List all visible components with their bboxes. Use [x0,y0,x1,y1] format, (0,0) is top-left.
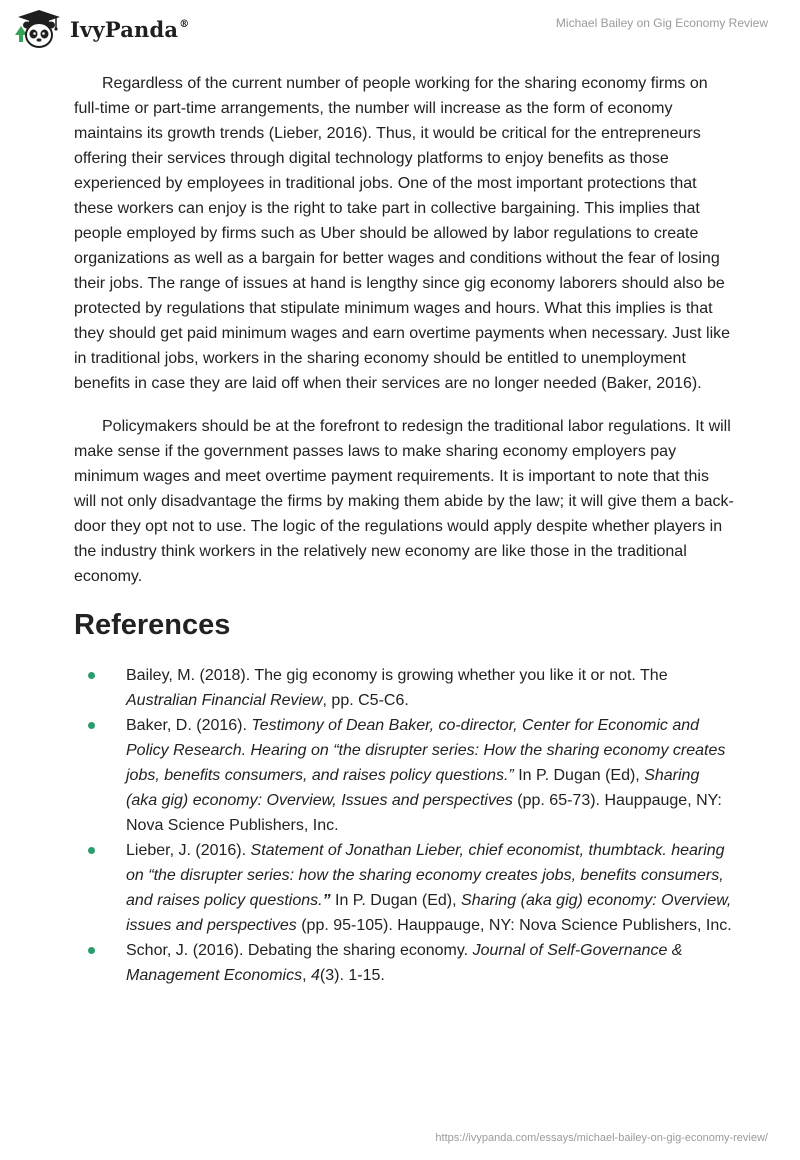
body-paragraph-1: Regardless of the current number of people working for the sharing economy firms on full-time or part-time arrangements, the number will increase as the form of economy maintains its growth trends (Lieber, 2016). Thus, it would be critical for the entrepreneurs offering their services through digital technology platforms to enjoy benefits as those experienced by employees in traditional jobs. One of the most important protections that these workers can enjoy is the right to take part in collective bargaining. This implies that people employed by firms such as Uber should be allowed by labor regulations to create organizations as well as a bargain for better wages and conditions without the fear of losing their jobs. The range of issues at hand is lengthy since gig economy laborers should also be protected by regulations that stipulate minimum wages and hours. What this implies is that they should get paid minimum wages and earn overtime payments when necessary. Just like in traditional jobs, workers in the sharing economy should be entitled to unemployment benefits in case they are laid off when their services are no longer needed (Baker, 2016). [74,75,731,392]
ivypanda-logo[interactable] [14,8,189,50]
reference-title: Statement of Jonathan Lieber, chief economist, thumbtack. hearing on “the disrupter series: how the sharing economy creates jobs, benefits consumers, and raises policy questions. [126,842,725,909]
reference-text: Bailey, M. (2018). The gig economy is growing whether you like it or not. The [126,667,668,684]
bullet-icon [88,847,95,854]
source-url[interactable]: https://ivypanda.com/essays/michael-bailey-on-gig-economy-review/ [435,1132,768,1144]
reference-text: In P. Dugan (Ed), [513,767,645,784]
reference-item-lieber [74,838,734,938]
reference-text: In P. Dugan (Ed), [330,892,462,909]
reference-text: (pp. 65-73). Hauppauge, NY: Nova Science Publishers, Inc. [126,792,722,834]
reference-source: Sharing (aka gig) economy: Overview, issues and perspectives [126,892,732,934]
reference-text: Baker, D. (2016). [126,717,252,734]
reference-source: Journal of Self-Governance & Management Economics [126,942,683,984]
references-heading: References [74,609,231,641]
reference-text: , [302,967,311,984]
reference-title: Testimony of Dean Baker, co-director, Center for Economic and Policy Research. Hearing on “the disrupter series: How the sharing economy creates jobs, benefits consumers, and raises policy questions.” [126,717,726,784]
reference-text: , pp. C5-C6. [322,692,409,709]
page-header [0,0,800,56]
registered-mark: ® [179,18,190,30]
reference-source: Sharing (aka gig) economy: Overview, Issues and perspectives [126,767,700,809]
reference-item-schor [74,938,734,988]
document-title: Michael Bailey on Gig Economy Review [555,16,768,30]
panda-graduate-icon [14,8,64,50]
bullet-icon [88,722,95,729]
reference-text: (pp. 95-105). Hauppauge, NY: Nova Science Publishers, Inc. [296,917,732,934]
reference-text: Schor, J. (2016). Debating the sharing economy. [126,942,473,959]
bullet-icon [88,672,95,679]
reference-volume: 4 [310,967,320,984]
reference-text: Lieber, J. (2016). [126,842,251,859]
logo-wordmark [70,17,189,42]
reference-text: (3). 1-15. [319,967,385,984]
essay-content [74,71,734,988]
reference-item-baker [74,713,734,838]
reference-source: Australian Financial Review [126,692,323,709]
reference-quote-mark: ” [322,892,331,909]
references-list [74,663,734,988]
reference-item-bailey [74,663,734,713]
bullet-icon [88,947,95,954]
body-paragraph-2: Policymakers should be at the forefront to redesign the traditional labor regulations. It will make sense if the government passes laws to make sharing economy employers pay minimum wages and meet overtime payment requirements. It is important to note that this will not only disadvantage the firms by making them abide by the law; it will give them a back-door they opt not to use. The logic of the regulations would apply despite whether players in the industry think workers in the relatively new economy are like those in the traditional economy. [74,418,734,585]
logo-text: IvyPanda [70,16,179,42]
